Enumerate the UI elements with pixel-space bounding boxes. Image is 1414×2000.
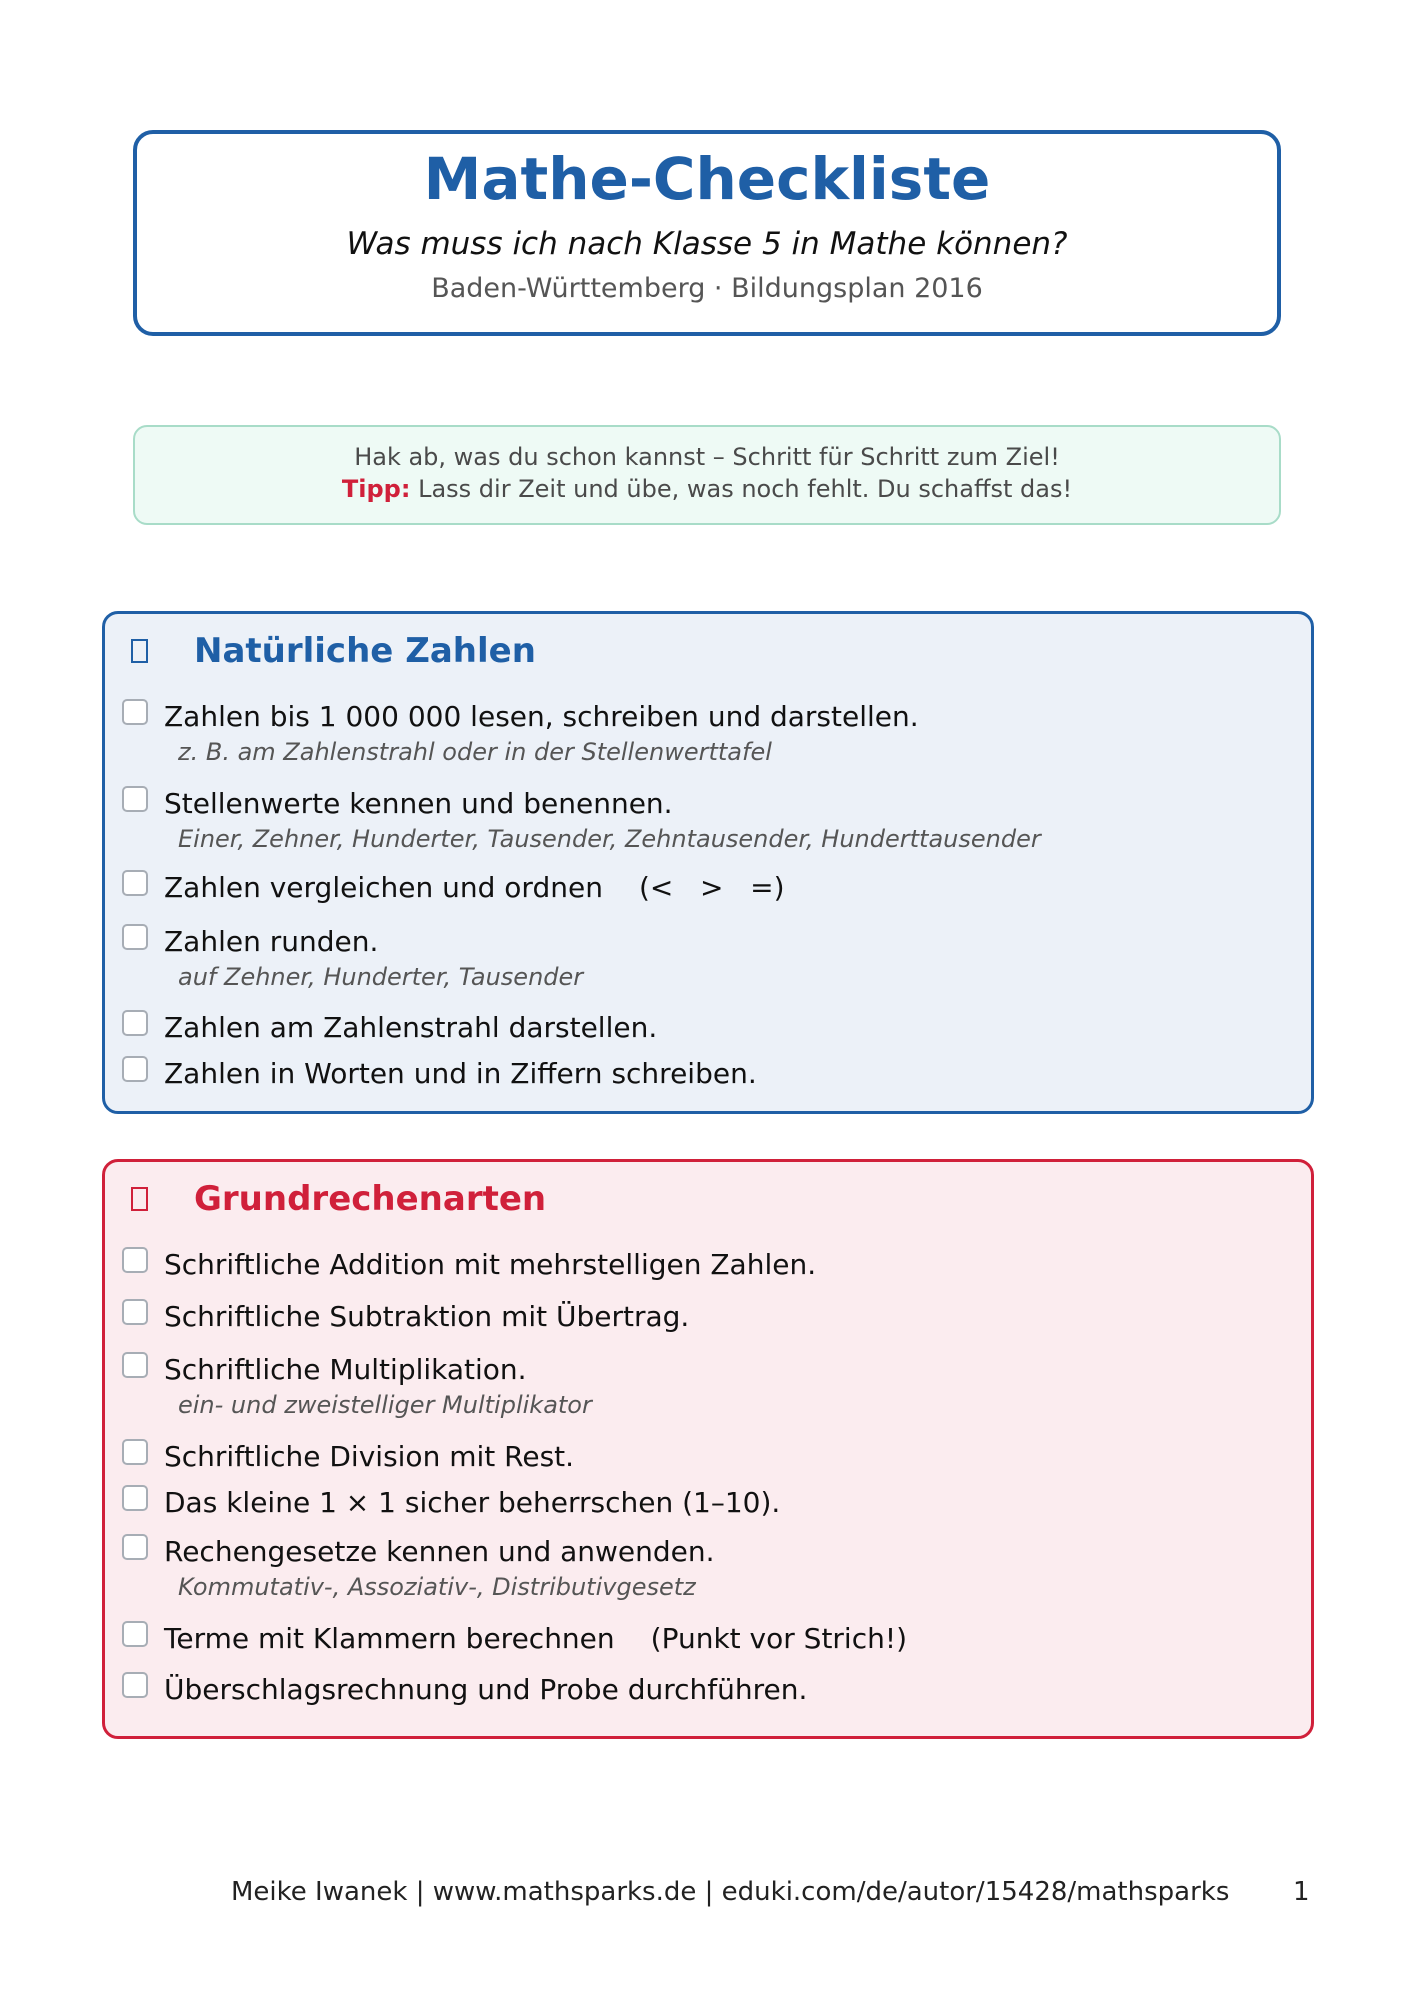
item-text: Rechengesetze kennen und anwenden. [164, 1535, 715, 1568]
section-title: Natürliche Zahlen [194, 631, 536, 671]
item-text: Terme mit Klammern berechnen [164, 1622, 615, 1655]
tip-line [135, 473, 1279, 505]
item-text: Stellenwerte kennen und benennen. [164, 787, 673, 820]
item-note: ein- und zweistelliger Multiplikator [178, 1391, 592, 1419]
checkbox[interactable] [122, 1247, 148, 1273]
checkbox[interactable] [122, 1534, 148, 1560]
item-text: Das kleine 1 × 1 sicher beherrschen (1–10). [164, 1486, 781, 1519]
tip-box [133, 425, 1281, 525]
checkbox[interactable] [122, 1299, 148, 1325]
tip-label: Tipp: [341, 475, 411, 503]
page-title: Mathe-Checkliste [423, 145, 991, 213]
item-label [164, 1620, 907, 1658]
item-text: Zahlen vergleichen und ordnen [164, 871, 603, 904]
checkbox[interactable] [122, 699, 148, 725]
item-hint: (< > =) [638, 871, 785, 904]
checkbox[interactable] [122, 1621, 148, 1647]
item-label [164, 1351, 527, 1389]
book-icon [131, 1187, 148, 1211]
title-box [133, 130, 1281, 336]
checkbox[interactable] [122, 1485, 148, 1511]
tip-intro: Hak ab, was du schon kannst – Schritt für Schritt zum Ziel! [354, 443, 1060, 471]
item-label [164, 785, 673, 823]
tip-text: Lass dir Zeit und übe, was noch fehlt. Du schaffst das! [410, 475, 1073, 503]
checkbox[interactable] [122, 924, 148, 950]
item-note: z. B. am Zahlenstrahl oder in der Stellenwerttafel [178, 738, 772, 766]
item-label [164, 1671, 807, 1709]
item-text: Zahlen runden. [164, 925, 379, 958]
page-number: 1 [1293, 1877, 1310, 1907]
checkbox[interactable] [122, 786, 148, 812]
item-label [164, 1246, 816, 1284]
section-natuerliche-zahlen [102, 611, 1314, 1114]
item-text: Schriftliche Multiplikation. [164, 1353, 527, 1386]
item-text: Zahlen bis 1 000 000 lesen, schreiben und darstellen. [164, 700, 919, 733]
item-text: Schriftliche Division mit Rest. [164, 1440, 575, 1473]
item-note: auf Zehner, Hunderter, Tausender [178, 963, 584, 991]
item-label [164, 869, 785, 907]
item-label [164, 923, 378, 961]
item-text: Schriftliche Addition mit mehrstelligen Zahlen. [164, 1248, 817, 1281]
item-note: Kommutativ-, Assoziativ-, Distributivgesetz [178, 1573, 696, 1601]
item-label [164, 1484, 780, 1522]
checkbox[interactable] [122, 1352, 148, 1378]
section-grundrechenarten [102, 1159, 1314, 1739]
footer-credits: Meike Iwanek | www.mathsparks.de | eduki.com/de/autor/15428/mathsparks [231, 1877, 1230, 1907]
item-text: Schriftliche Subtraktion mit Übertrag. [164, 1300, 690, 1333]
item-note: Einer, Zehner, Hunderter, Tausender, Zehntausender, Hunderttausender [178, 825, 1041, 853]
checkbox[interactable] [122, 1056, 148, 1082]
item-label [164, 1009, 657, 1047]
item-label [164, 1438, 574, 1476]
book-icon [131, 639, 148, 663]
checkbox[interactable] [122, 870, 148, 896]
item-text: Überschlagsrechnung und Probe durchführen. [164, 1673, 808, 1706]
checkbox[interactable] [122, 1672, 148, 1698]
page-subtitle: Was muss ich nach Klasse 5 in Mathe können? [346, 225, 1068, 262]
item-label [164, 1298, 689, 1336]
curriculum-info: Baden-Württemberg · Bildungsplan 2016 [431, 272, 983, 304]
item-label [164, 698, 919, 736]
item-label [164, 1533, 715, 1571]
item-text: Zahlen am Zahlenstrahl darstellen. [164, 1011, 658, 1044]
section-header [131, 1174, 546, 1224]
item-label [164, 1055, 757, 1093]
item-text: Zahlen in Worten und in Ziffern schreiben. [164, 1057, 757, 1090]
item-hint: (Punkt vor Strich!) [650, 1622, 908, 1655]
checkbox[interactable] [122, 1010, 148, 1036]
checkbox[interactable] [122, 1439, 148, 1465]
section-title: Grundrechenarten [194, 1179, 547, 1219]
section-header [131, 626, 536, 676]
